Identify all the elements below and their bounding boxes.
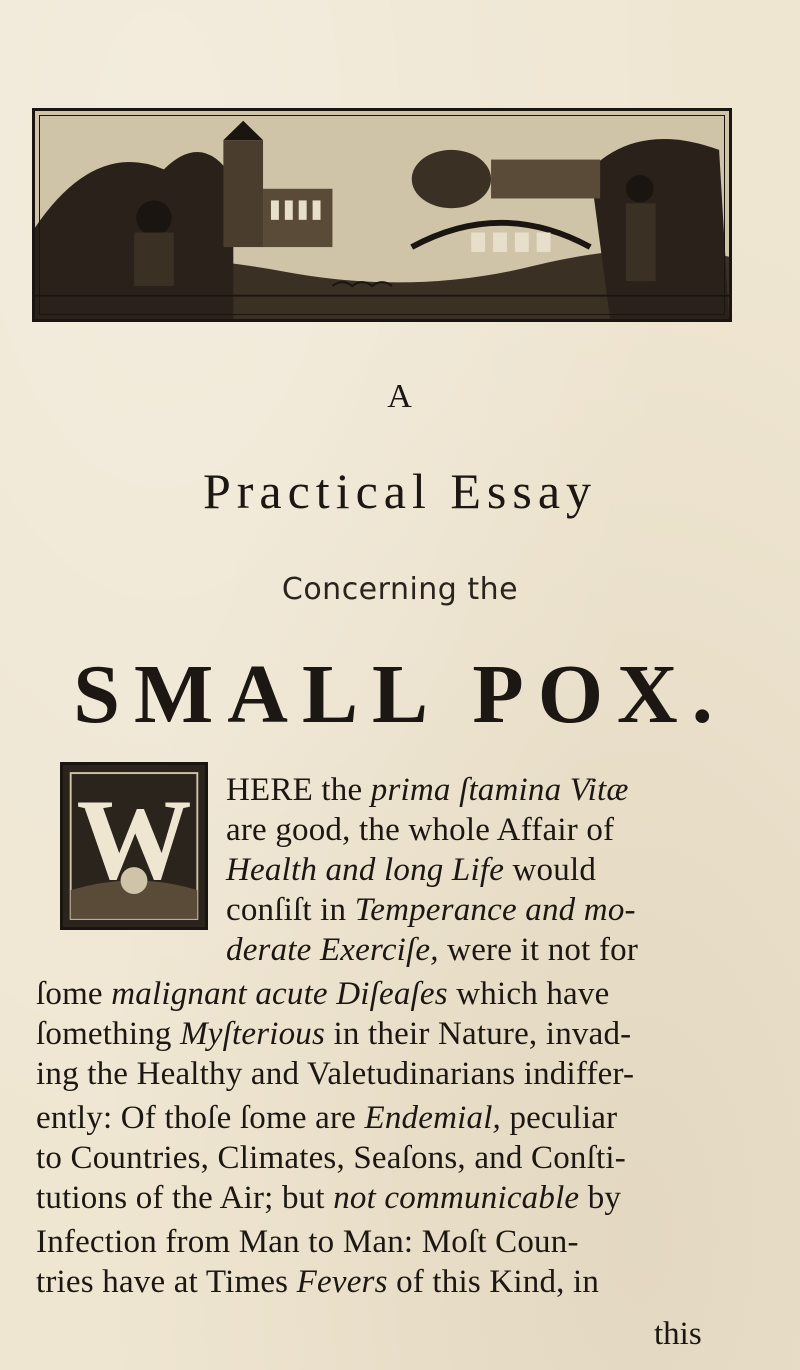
italic-text: derate Exerciſe,: [226, 932, 439, 968]
roman-text: ently: Of thoſe ſome are: [36, 1100, 365, 1136]
roman-text: are good, the whole Affair of: [226, 812, 615, 848]
text-line: [226, 890, 636, 930]
roman-text: were it not for: [438, 932, 639, 968]
roman-text: in their Nature, invad-: [325, 1016, 632, 1052]
italic-text: Myſterious: [180, 1016, 326, 1052]
roman-text: peculiar: [501, 1100, 618, 1136]
roman-text: Infection from Man to Man: Moſt Coun-: [36, 1224, 579, 1260]
title-small-pox: SMALL POX.: [73, 648, 727, 741]
roman-text: which have: [447, 976, 610, 1012]
roman-text: to Countries, Climates, Seaſons, and Conſti-: [36, 1140, 626, 1176]
roman-text: by: [579, 1180, 622, 1216]
text-line: [36, 974, 609, 1014]
italic-text: prima ſtamina Vitæ: [370, 772, 629, 808]
text-line: [226, 770, 629, 810]
woodcut-headpiece-illustration: [32, 108, 732, 322]
text-line: [36, 1262, 599, 1302]
text-line: [36, 1178, 621, 1218]
roman-text: ſome: [36, 976, 112, 1012]
drop-cap-letter: W: [76, 775, 192, 904]
text-line: [226, 930, 638, 970]
roman-text: ing the Healthy and Valetudinarians indiffer-: [36, 1056, 635, 1092]
italic-text: Temperance and mo-: [354, 892, 636, 928]
roman-text: tutions of the Air; but: [36, 1180, 334, 1216]
title-article: A: [387, 378, 413, 415]
ornamental-drop-cap: [60, 762, 208, 930]
text-line: [36, 1098, 617, 1138]
roman-text: would: [504, 852, 597, 888]
text-line: [36, 1014, 631, 1054]
italic-text: not communicable: [333, 1180, 580, 1216]
roman-text: of this Kind, in: [387, 1264, 600, 1300]
text-line: [36, 1138, 626, 1178]
roman-text: HERE the: [226, 772, 371, 808]
text-line: [36, 1054, 634, 1094]
italic-text: Endemial,: [364, 1100, 502, 1136]
text-line: [36, 1222, 579, 1262]
title-concerning-the: Concerning the: [281, 572, 519, 607]
italic-text: malignant acute Diſeaſes: [111, 976, 448, 1012]
roman-text: conſiſt in: [226, 892, 355, 928]
roman-text: tries have at Times: [36, 1264, 297, 1300]
italic-text: Health and long Life: [226, 852, 505, 888]
italic-text: Fevers: [296, 1264, 388, 1300]
title-practical-essay: Practical Essay: [202, 463, 598, 519]
text-line: [226, 810, 614, 850]
text-line: [226, 850, 596, 890]
catchword: this: [654, 1316, 702, 1352]
roman-text: ſomething: [36, 1016, 181, 1052]
